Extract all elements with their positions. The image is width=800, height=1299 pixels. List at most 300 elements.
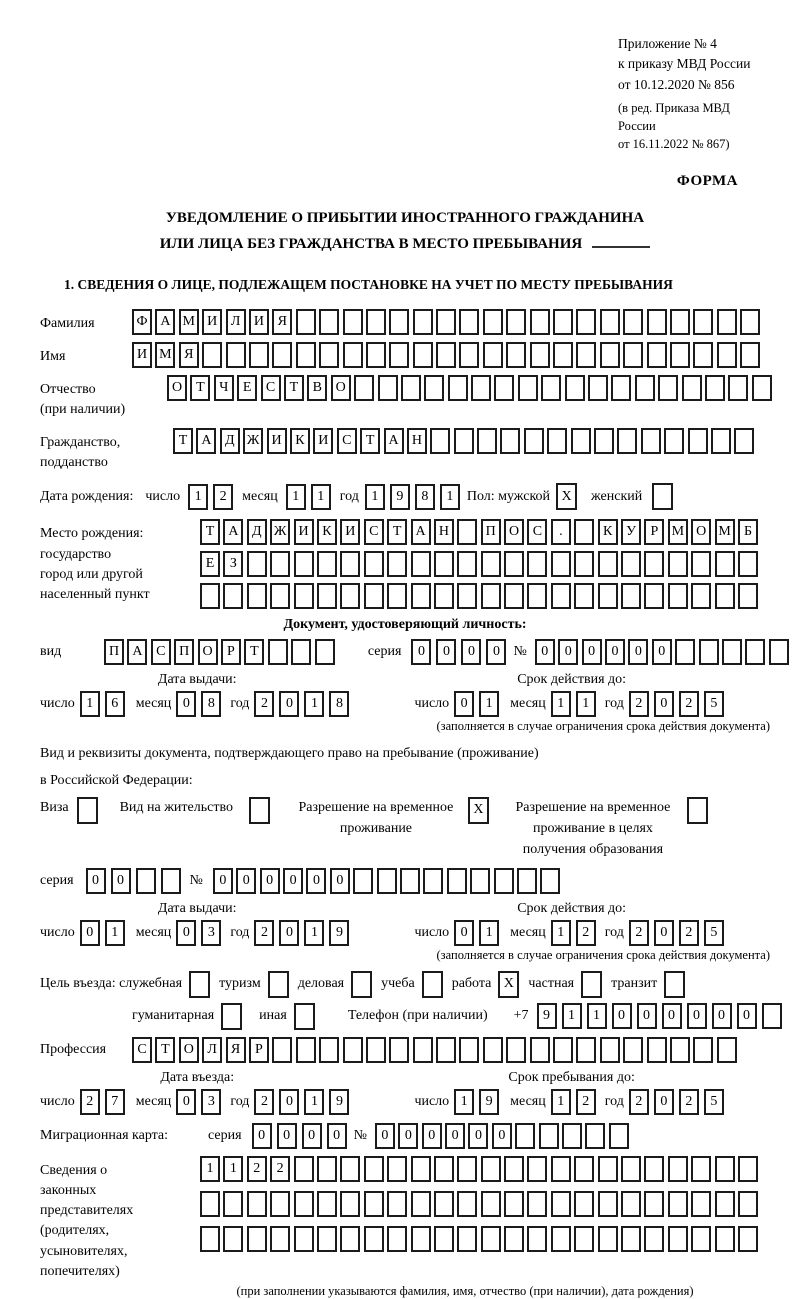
char-box[interactable] xyxy=(504,583,524,609)
char-box[interactable]: 1 xyxy=(223,1156,243,1182)
char-box[interactable] xyxy=(611,375,631,401)
char-box[interactable] xyxy=(483,309,503,335)
purpose-private-checkbox[interactable] xyxy=(581,971,602,998)
char-box[interactable]: А xyxy=(155,309,175,335)
char-box[interactable] xyxy=(722,639,742,665)
char-box[interactable]: 2 xyxy=(679,691,699,717)
char-box[interactable] xyxy=(423,868,443,894)
char-box[interactable]: 1 xyxy=(365,484,385,510)
birth-day-input[interactable] xyxy=(188,484,238,510)
char-box[interactable] xyxy=(457,519,477,545)
char-box[interactable] xyxy=(340,551,360,577)
char-box[interactable] xyxy=(340,1156,360,1182)
char-box[interactable]: Т xyxy=(360,428,380,454)
char-box[interactable]: 0 xyxy=(712,1003,732,1029)
char-box[interactable] xyxy=(387,1156,407,1182)
char-box[interactable] xyxy=(658,375,678,401)
char-box[interactable]: Р xyxy=(221,639,241,665)
char-box[interactable] xyxy=(540,868,560,894)
char-box[interactable] xyxy=(249,342,269,368)
birthplace-line1-input[interactable] xyxy=(200,519,761,545)
char-box[interactable] xyxy=(571,428,591,454)
migcard-number-input[interactable] xyxy=(375,1123,632,1149)
char-box[interactable] xyxy=(377,868,397,894)
char-box[interactable] xyxy=(668,1156,688,1182)
char-box[interactable] xyxy=(340,583,360,609)
char-box[interactable] xyxy=(161,868,181,894)
char-box[interactable] xyxy=(623,1037,643,1063)
char-box[interactable]: 0 xyxy=(80,920,100,946)
char-box[interactable] xyxy=(483,342,503,368)
char-box[interactable] xyxy=(317,1156,337,1182)
char-box[interactable]: 9 xyxy=(390,484,410,510)
purpose-other-checkbox[interactable] xyxy=(294,1003,315,1030)
char-box[interactable] xyxy=(389,342,409,368)
char-box[interactable] xyxy=(675,639,695,665)
visa-checkbox[interactable] xyxy=(77,797,98,824)
purpose-study-checkbox[interactable] xyxy=(422,971,443,998)
char-box[interactable]: М xyxy=(668,519,688,545)
char-box[interactable] xyxy=(343,309,363,335)
sex-female-checkbox[interactable] xyxy=(652,483,673,510)
char-box[interactable]: Р xyxy=(644,519,664,545)
char-box[interactable]: 8 xyxy=(415,484,435,510)
char-box[interactable] xyxy=(670,309,690,335)
char-box[interactable]: Т xyxy=(155,1037,175,1063)
char-box[interactable] xyxy=(504,1226,524,1252)
char-box[interactable] xyxy=(343,342,363,368)
char-box[interactable] xyxy=(644,1156,664,1182)
char-box[interactable] xyxy=(644,551,664,577)
char-box[interactable] xyxy=(506,309,526,335)
char-box[interactable]: 2 xyxy=(254,920,274,946)
char-box[interactable]: 0 xyxy=(445,1123,465,1149)
char-box[interactable] xyxy=(401,375,421,401)
char-box[interactable] xyxy=(272,342,292,368)
char-box[interactable] xyxy=(247,551,267,577)
char-box[interactable]: Д xyxy=(220,428,240,454)
char-box[interactable]: 2 xyxy=(213,484,233,510)
char-box[interactable]: 0 xyxy=(306,868,326,894)
char-box[interactable] xyxy=(621,551,641,577)
residence-valid-month-input[interactable] xyxy=(551,920,601,946)
char-box[interactable]: 2 xyxy=(679,1089,699,1115)
char-box[interactable]: 2 xyxy=(629,691,649,717)
char-box[interactable] xyxy=(504,551,524,577)
char-box[interactable]: 1 xyxy=(304,1089,324,1115)
char-box[interactable] xyxy=(693,1037,713,1063)
char-box[interactable] xyxy=(494,375,514,401)
char-box[interactable] xyxy=(434,1156,454,1182)
char-box[interactable]: 0 xyxy=(398,1123,418,1149)
char-box[interactable] xyxy=(434,1226,454,1252)
char-box[interactable] xyxy=(600,342,620,368)
char-box[interactable] xyxy=(515,1123,535,1149)
char-box[interactable] xyxy=(621,583,641,609)
char-box[interactable] xyxy=(226,342,246,368)
birth-month-input[interactable] xyxy=(286,484,336,510)
char-box[interactable]: 0 xyxy=(279,691,299,717)
char-box[interactable]: А xyxy=(223,519,243,545)
char-box[interactable]: 0 xyxy=(687,1003,707,1029)
char-box[interactable] xyxy=(715,583,735,609)
char-box[interactable]: 6 xyxy=(105,691,125,717)
char-box[interactable]: В xyxy=(307,375,327,401)
residence-issue-month-input[interactable] xyxy=(176,920,226,946)
char-box[interactable]: 0 xyxy=(662,1003,682,1029)
char-box[interactable] xyxy=(317,1191,337,1217)
char-box[interactable] xyxy=(551,1156,571,1182)
char-box[interactable] xyxy=(481,1226,501,1252)
char-box[interactable] xyxy=(551,1191,571,1217)
char-box[interactable]: 0 xyxy=(277,1123,297,1149)
char-box[interactable] xyxy=(527,1191,547,1217)
char-box[interactable] xyxy=(136,868,156,894)
char-box[interactable] xyxy=(740,342,760,368)
char-box[interactable] xyxy=(551,551,571,577)
char-box[interactable] xyxy=(621,1226,641,1252)
char-box[interactable]: Т xyxy=(190,375,210,401)
char-box[interactable]: А xyxy=(384,428,404,454)
char-box[interactable] xyxy=(553,342,573,368)
char-box[interactable]: А xyxy=(411,519,431,545)
char-box[interactable] xyxy=(699,639,719,665)
purpose-business-checkbox[interactable] xyxy=(351,971,372,998)
char-box[interactable] xyxy=(500,428,520,454)
char-box[interactable] xyxy=(621,1191,641,1217)
char-box[interactable] xyxy=(621,1156,641,1182)
char-box[interactable] xyxy=(574,551,594,577)
char-box[interactable]: 0 xyxy=(612,1003,632,1029)
char-box[interactable] xyxy=(711,428,731,454)
char-box[interactable] xyxy=(691,583,711,609)
char-box[interactable]: Ж xyxy=(270,519,290,545)
char-box[interactable] xyxy=(413,1037,433,1063)
char-box[interactable]: Ж xyxy=(243,428,263,454)
valid-month-input[interactable] xyxy=(551,691,601,717)
char-box[interactable] xyxy=(635,375,655,401)
char-box[interactable] xyxy=(547,428,567,454)
char-box[interactable]: М xyxy=(155,342,175,368)
char-box[interactable]: 9 xyxy=(479,1089,499,1115)
char-box[interactable] xyxy=(411,551,431,577)
valid-year-input[interactable] xyxy=(629,691,729,717)
char-box[interactable] xyxy=(600,309,620,335)
char-box[interactable]: 2 xyxy=(629,1089,649,1115)
char-box[interactable]: С xyxy=(261,375,281,401)
char-box[interactable] xyxy=(715,551,735,577)
char-box[interactable]: 0 xyxy=(236,868,256,894)
char-box[interactable]: 2 xyxy=(270,1156,290,1182)
char-box[interactable]: 3 xyxy=(201,1089,221,1115)
char-box[interactable] xyxy=(668,1226,688,1252)
char-box[interactable] xyxy=(270,551,290,577)
char-box[interactable] xyxy=(430,428,450,454)
char-box[interactable] xyxy=(296,309,316,335)
char-box[interactable] xyxy=(434,551,454,577)
char-box[interactable]: 0 xyxy=(176,1089,196,1115)
char-box[interactable] xyxy=(387,1191,407,1217)
char-box[interactable]: 0 xyxy=(461,639,481,665)
char-box[interactable] xyxy=(504,1156,524,1182)
char-box[interactable]: 1 xyxy=(479,691,499,717)
char-box[interactable] xyxy=(574,519,594,545)
migcard-series-input[interactable] xyxy=(252,1123,352,1149)
char-box[interactable] xyxy=(574,1156,594,1182)
char-box[interactable] xyxy=(434,1191,454,1217)
char-box[interactable] xyxy=(623,309,643,335)
char-box[interactable] xyxy=(551,583,571,609)
char-box[interactable]: . xyxy=(551,519,571,545)
char-box[interactable] xyxy=(366,342,386,368)
char-box[interactable]: 2 xyxy=(254,1089,274,1115)
char-box[interactable] xyxy=(354,375,374,401)
issue-month-input[interactable] xyxy=(176,691,226,717)
purpose-tourism-checkbox[interactable] xyxy=(268,971,289,998)
char-box[interactable] xyxy=(738,1156,758,1182)
char-box[interactable] xyxy=(270,1226,290,1252)
char-box[interactable]: 0 xyxy=(737,1003,757,1029)
char-box[interactable] xyxy=(353,868,373,894)
char-box[interactable]: А xyxy=(196,428,216,454)
char-box[interactable] xyxy=(688,428,708,454)
char-box[interactable]: 1 xyxy=(304,920,324,946)
char-box[interactable] xyxy=(553,309,573,335)
char-box[interactable]: И xyxy=(313,428,333,454)
char-box[interactable] xyxy=(530,1037,550,1063)
char-box[interactable]: Ч xyxy=(214,375,234,401)
char-box[interactable] xyxy=(647,342,667,368)
char-box[interactable]: 3 xyxy=(201,920,221,946)
purpose-work-checkbox[interactable]: X xyxy=(498,971,519,998)
char-box[interactable] xyxy=(340,1191,360,1217)
char-box[interactable] xyxy=(594,428,614,454)
char-box[interactable] xyxy=(317,551,337,577)
char-box[interactable] xyxy=(387,583,407,609)
char-box[interactable] xyxy=(588,375,608,401)
char-box[interactable] xyxy=(294,551,314,577)
char-box[interactable] xyxy=(387,551,407,577)
char-box[interactable] xyxy=(668,1191,688,1217)
char-box[interactable]: 2 xyxy=(576,920,596,946)
char-box[interactable]: 0 xyxy=(492,1123,512,1149)
char-box[interactable]: 5 xyxy=(704,1089,724,1115)
char-box[interactable] xyxy=(481,1191,501,1217)
char-box[interactable] xyxy=(340,1226,360,1252)
char-box[interactable]: 9 xyxy=(329,1089,349,1115)
char-box[interactable] xyxy=(436,342,456,368)
char-box[interactable]: 2 xyxy=(629,920,649,946)
char-box[interactable]: 9 xyxy=(537,1003,557,1029)
char-box[interactable] xyxy=(717,342,737,368)
char-box[interactable] xyxy=(436,1037,456,1063)
char-box[interactable] xyxy=(647,1037,667,1063)
char-box[interactable] xyxy=(668,583,688,609)
char-box[interactable] xyxy=(551,1226,571,1252)
char-box[interactable] xyxy=(223,1226,243,1252)
char-box[interactable] xyxy=(715,1156,735,1182)
char-box[interactable]: 1 xyxy=(200,1156,220,1182)
char-box[interactable]: С xyxy=(364,519,384,545)
char-box[interactable] xyxy=(728,375,748,401)
char-box[interactable] xyxy=(598,1226,618,1252)
representatives-line1-input[interactable] xyxy=(200,1156,761,1182)
char-box[interactable] xyxy=(436,309,456,335)
char-box[interactable]: 0 xyxy=(605,639,625,665)
char-box[interactable]: 2 xyxy=(254,691,274,717)
char-box[interactable]: Е xyxy=(200,551,220,577)
char-box[interactable] xyxy=(517,868,537,894)
char-box[interactable] xyxy=(524,428,544,454)
char-box[interactable] xyxy=(576,309,596,335)
char-box[interactable] xyxy=(527,1226,547,1252)
char-box[interactable] xyxy=(389,309,409,335)
citizenship-input[interactable] xyxy=(173,428,758,454)
char-box[interactable]: И xyxy=(132,342,152,368)
birthplace-line3-input[interactable] xyxy=(200,583,761,609)
char-box[interactable]: 0 xyxy=(654,1089,674,1115)
char-box[interactable] xyxy=(471,375,491,401)
char-box[interactable]: О xyxy=(198,639,218,665)
char-box[interactable] xyxy=(364,551,384,577)
char-box[interactable] xyxy=(668,551,688,577)
char-box[interactable] xyxy=(691,1191,711,1217)
char-box[interactable] xyxy=(411,583,431,609)
char-box[interactable]: С xyxy=(527,519,547,545)
char-box[interactable]: С xyxy=(337,428,357,454)
char-box[interactable] xyxy=(598,1191,618,1217)
entry-year-input[interactable] xyxy=(254,1089,354,1115)
char-box[interactable]: 1 xyxy=(188,484,208,510)
char-box[interactable]: 0 xyxy=(176,920,196,946)
temp-residence-checkbox[interactable]: X xyxy=(468,797,489,824)
char-box[interactable] xyxy=(644,583,664,609)
valid-day-input[interactable] xyxy=(454,691,504,717)
char-box[interactable] xyxy=(364,1156,384,1182)
char-box[interactable] xyxy=(600,1037,620,1063)
issue-day-input[interactable] xyxy=(80,691,130,717)
purpose-humanitarian-checkbox[interactable] xyxy=(221,1003,242,1030)
char-box[interactable] xyxy=(539,1123,559,1149)
char-box[interactable] xyxy=(598,551,618,577)
char-box[interactable] xyxy=(317,1226,337,1252)
char-box[interactable]: 1 xyxy=(454,1089,474,1115)
char-box[interactable]: Л xyxy=(202,1037,222,1063)
doc-number-input[interactable] xyxy=(535,639,792,665)
char-box[interactable]: 0 xyxy=(535,639,555,665)
char-box[interactable] xyxy=(315,639,335,665)
char-box[interactable] xyxy=(752,375,772,401)
char-box[interactable] xyxy=(411,1191,431,1217)
char-box[interactable]: 0 xyxy=(411,639,431,665)
char-box[interactable] xyxy=(343,1037,363,1063)
char-box[interactable]: И xyxy=(340,519,360,545)
char-box[interactable] xyxy=(691,1156,711,1182)
char-box[interactable]: 1 xyxy=(562,1003,582,1029)
char-box[interactable] xyxy=(411,1226,431,1252)
char-box[interactable] xyxy=(609,1123,629,1149)
char-box[interactable] xyxy=(366,309,386,335)
char-box[interactable] xyxy=(506,342,526,368)
char-box[interactable]: П xyxy=(104,639,124,665)
char-box[interactable] xyxy=(738,583,758,609)
char-box[interactable]: М xyxy=(179,309,199,335)
char-box[interactable]: 0 xyxy=(468,1123,488,1149)
char-box[interactable] xyxy=(272,1037,292,1063)
char-box[interactable] xyxy=(574,1191,594,1217)
char-box[interactable] xyxy=(481,1156,501,1182)
char-box[interactable] xyxy=(769,639,789,665)
char-box[interactable] xyxy=(270,1191,290,1217)
char-box[interactable]: 0 xyxy=(454,920,474,946)
char-box[interactable] xyxy=(247,583,267,609)
char-box[interactable] xyxy=(715,1191,735,1217)
char-box[interactable]: 0 xyxy=(375,1123,395,1149)
char-box[interactable] xyxy=(447,868,467,894)
char-box[interactable] xyxy=(576,342,596,368)
char-box[interactable]: З xyxy=(223,551,243,577)
char-box[interactable]: У xyxy=(621,519,641,545)
char-box[interactable]: 0 xyxy=(302,1123,322,1149)
char-box[interactable] xyxy=(574,583,594,609)
char-box[interactable] xyxy=(200,1191,220,1217)
char-box[interactable] xyxy=(553,1037,573,1063)
char-box[interactable]: Н xyxy=(434,519,454,545)
char-box[interactable] xyxy=(364,1191,384,1217)
char-box[interactable]: 1 xyxy=(551,691,571,717)
char-box[interactable]: Т xyxy=(387,519,407,545)
temp-residence-education-checkbox[interactable] xyxy=(687,797,708,824)
char-box[interactable] xyxy=(319,342,339,368)
char-box[interactable] xyxy=(598,1156,618,1182)
char-box[interactable] xyxy=(483,1037,503,1063)
char-box[interactable]: 0 xyxy=(486,639,506,665)
char-box[interactable] xyxy=(641,428,661,454)
representatives-line2-input[interactable] xyxy=(200,1191,761,1217)
doc-kind-input[interactable] xyxy=(104,639,338,665)
char-box[interactable]: 5 xyxy=(704,691,724,717)
char-box[interactable] xyxy=(247,1191,267,1217)
char-box[interactable]: Р xyxy=(249,1037,269,1063)
char-box[interactable] xyxy=(691,1226,711,1252)
residence-issue-year-input[interactable] xyxy=(254,920,354,946)
char-box[interactable]: П xyxy=(174,639,194,665)
char-box[interactable]: 8 xyxy=(329,691,349,717)
char-box[interactable] xyxy=(459,309,479,335)
stay-day-input[interactable] xyxy=(454,1089,504,1115)
char-box[interactable] xyxy=(518,375,538,401)
char-box[interactable]: 1 xyxy=(105,920,125,946)
char-box[interactable]: Я xyxy=(272,309,292,335)
char-box[interactable]: О xyxy=(167,375,187,401)
char-box[interactable] xyxy=(223,583,243,609)
char-box[interactable]: Я xyxy=(179,342,199,368)
char-box[interactable] xyxy=(647,309,667,335)
char-box[interactable]: М xyxy=(715,519,735,545)
char-box[interactable]: К xyxy=(317,519,337,545)
char-box[interactable]: И xyxy=(202,309,222,335)
char-box[interactable]: 0 xyxy=(422,1123,442,1149)
residence-permit-checkbox[interactable] xyxy=(249,797,270,824)
char-box[interactable]: 2 xyxy=(80,1089,100,1115)
char-box[interactable] xyxy=(691,551,711,577)
char-box[interactable] xyxy=(477,428,497,454)
char-box[interactable]: С xyxy=(151,639,171,665)
char-box[interactable]: 0 xyxy=(176,691,196,717)
entry-month-input[interactable] xyxy=(176,1089,226,1115)
char-box[interactable]: 1 xyxy=(576,691,596,717)
char-box[interactable]: 0 xyxy=(654,920,674,946)
